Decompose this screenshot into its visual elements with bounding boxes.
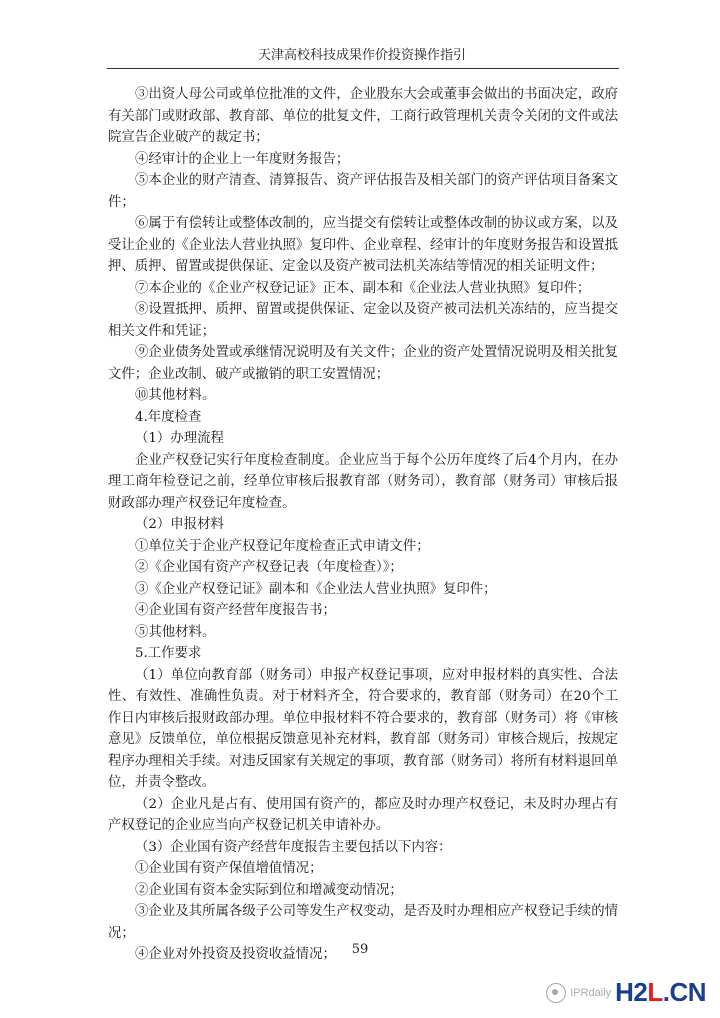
header-rule (107, 68, 619, 69)
paragraph: ⑥属于有偿转让或整体改制的，应当提交有偿转让或整体改制的协议或方案，以及受让企业的《企业法人营业执照》复印件、企业章程、经审计的年度财务报告和设置抵押、质押、留置或提供保证、定金以及资产被司法机关冻结等情况的相关证明文件； (108, 216, 618, 274)
paragraph: ⑤其他材料。 (135, 624, 216, 640)
paragraph: （3）企业国有资产经营年度报告主要包括以下内容： (135, 839, 452, 855)
paragraph: ③《企业产权登记证》副本和《企业法人营业执照》复印件； (135, 581, 497, 597)
watermark-source: IPRdaily (570, 986, 612, 999)
paragraph: （1）单位向教育部（财务司）申报产权登记事项，应对申报材料的真实性、合法性、有效性、准确性负责。对于材料齐全，符合要求的，教育部（财务司）在20个工作日内审核后报财政部办理。单位申报材料不符合要求的，教育部（财务司）将《审核意见》反馈单位，单位根据反馈意见补充材料，教育部（财务司）审核合规后，按规定程序办理相关手续。对违反国家有关规定的事项，教育部（财务司）将所有材料退回单位，并责令整改。 (108, 667, 618, 790)
running-header: 天津高校科技成果作价投资操作指引 (257, 48, 466, 63)
paragraph: ⑤本企业的财产清查、清算报告、资产评估报告及相关部门的资产评估项目备案文件； (108, 173, 618, 210)
page-number: 59 (351, 942, 369, 957)
section-heading: 5.工作要求 (135, 646, 202, 661)
paragraph: 企业产权登记实行年度检查制度。企业应当于每个公历年度终了后4个月内，在办理工商年检登记之前，经单位审核后报教育部（财务司），教育部（财务司）审核后报财政部办理产权登记年度检查。 (108, 452, 618, 511)
paragraph: ⑦本企业的《企业产权登记证》正本、副本和《企业法人营业执照》复印件； (135, 280, 591, 296)
subsection-heading: （2）申报材料 (135, 517, 224, 532)
document-body (108, 84, 618, 966)
paragraph: ④企业国有资产经营年度报告书； (135, 603, 336, 618)
paragraph: ⑩其他材料。 (135, 388, 216, 403)
watermark (546, 977, 706, 1008)
site-logo: H2L.CN (615, 977, 706, 1007)
section-heading: 4.年度检查 (135, 409, 202, 425)
paragraph: ⑧设置抵押、质押、留置或提供保证、定金以及资产被司法机关冻结的，应当提交相关文件和凭证； (108, 302, 618, 339)
paragraph: ④经审计的企业上一年度财务报告； (135, 151, 350, 167)
paragraph: ③出资人母公司或单位批准的文件，企业股东大会或董事会做出的书面决定，政府有关部门或财政部、教育部、单位的批复文件，工商行政管理机关责令关闭的文件或法院宣告企业破产的裁定书； (108, 87, 618, 145)
paragraph: ②企业国有资本金实际到位和增减变动情况； (135, 882, 403, 898)
paragraph: ⑨企业债务处置或承继情况说明及有关文件；企业的资产处置情况说明及相关批复文件；企业改制、破产或撤销的职工安置情况； (108, 345, 618, 382)
paragraph: ④企业对外投资及投资收益情况； (135, 947, 336, 962)
subsection-heading: （1）办理流程 (135, 431, 224, 446)
paragraph: ①企业国有资产保值增值情况； (135, 861, 323, 876)
paragraph: ②《企业国有资产产权登记表（年度检查）》； (135, 560, 403, 575)
paragraph: ①单位关于企业产权登记年度检查正式申请文件； (135, 538, 430, 554)
paragraph: ③企业及其所属各级子公司等发生产权变动，是否及时办理相应产权登记手续的情况； (108, 904, 618, 941)
wechat-icon (546, 983, 566, 1003)
paragraph: （2）企业凡是占有、使用国有资产的，都应及时办理产权登记，未及时办理占有产权登记的企业应当向产权登记机关申请补办。 (108, 796, 618, 833)
